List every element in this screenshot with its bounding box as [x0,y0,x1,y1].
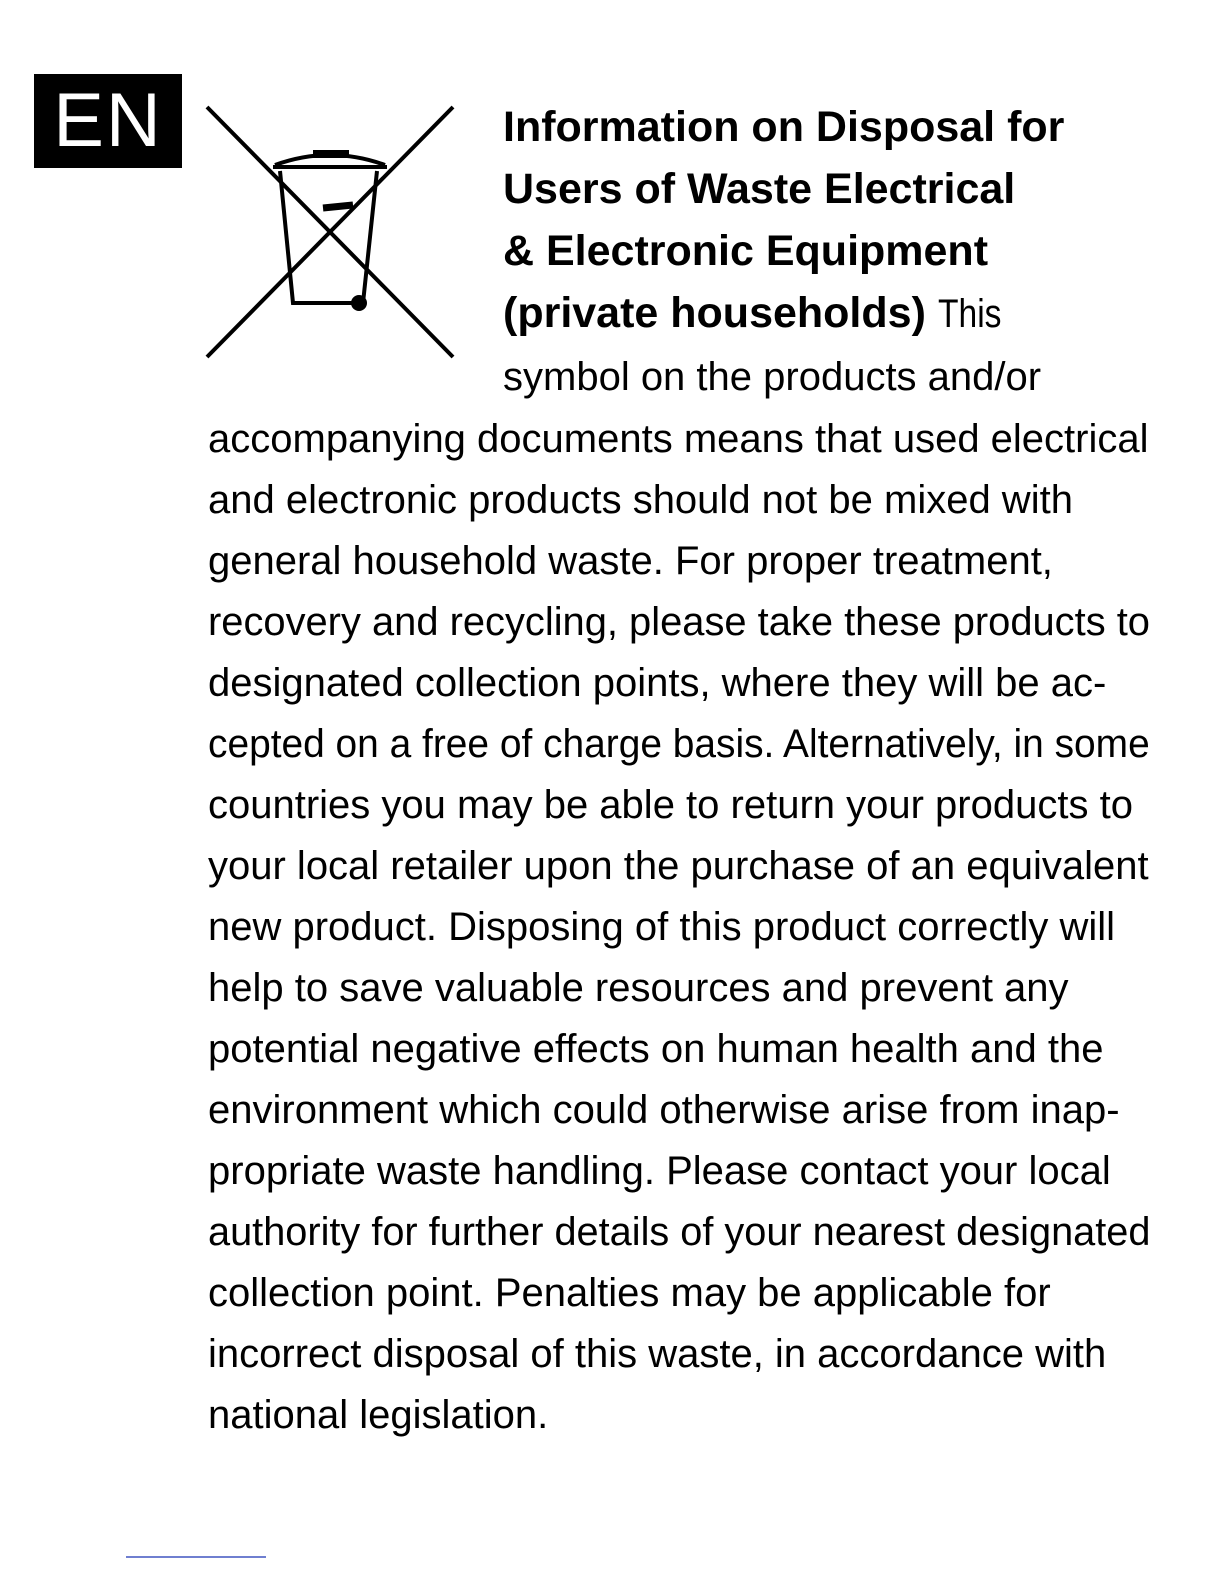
body-line: your local retailer upon the purchase of an equivalent [208,844,1149,888]
body-line: environment which could otherwise arise from inap- [208,1088,1120,1132]
heading-line-4-continuation: This [937,292,1002,336]
heading-line-4-bold: (private households) [503,289,926,337]
body-line: accompanying documents means that used electrical [208,417,1149,461]
crossed-out-wheeled-bin-icon [205,105,455,360]
heading-line-1: Information on Disposal for [503,103,1065,151]
body-line: help to save valuable resources and prevent any [208,966,1069,1010]
intro-line: symbol on the products and/or [503,355,1042,399]
body-line: propriate waste handling. Please contact your local [208,1149,1111,1193]
body-line: incorrect disposal of this waste, in accordance with [208,1332,1107,1376]
body-line: authority for further details of your nearest designated [208,1210,1151,1254]
language-badge: EN [34,74,182,168]
heading-line-4 [503,283,1013,344]
heading-line-2: Users of Waste Electrical [503,165,1016,213]
body-line: new product. Disposing of this product correctly will [208,905,1116,949]
body-line: designated collection points, where they will be ac- [208,661,1107,705]
body-line: countries you may be able to return your products to [208,783,1133,827]
body-line: potential negative effects on human health and the [208,1027,1104,1071]
body-line: recovery and recycling, please take these products to [208,600,1150,644]
heading-line-3: & Electronic Equipment [503,227,989,275]
bottom-rule [126,1556,266,1558]
body-line: cepted on a free of charge basis. Alternatively, in some [208,722,1150,766]
body-line: national legislation. [208,1393,549,1437]
body-line: and electronic products should not be mixed with [208,478,1073,522]
body-line: collection point. Penalties may be applicable for [208,1271,1051,1315]
body-line: general household waste. For proper treatment, [208,539,1053,583]
